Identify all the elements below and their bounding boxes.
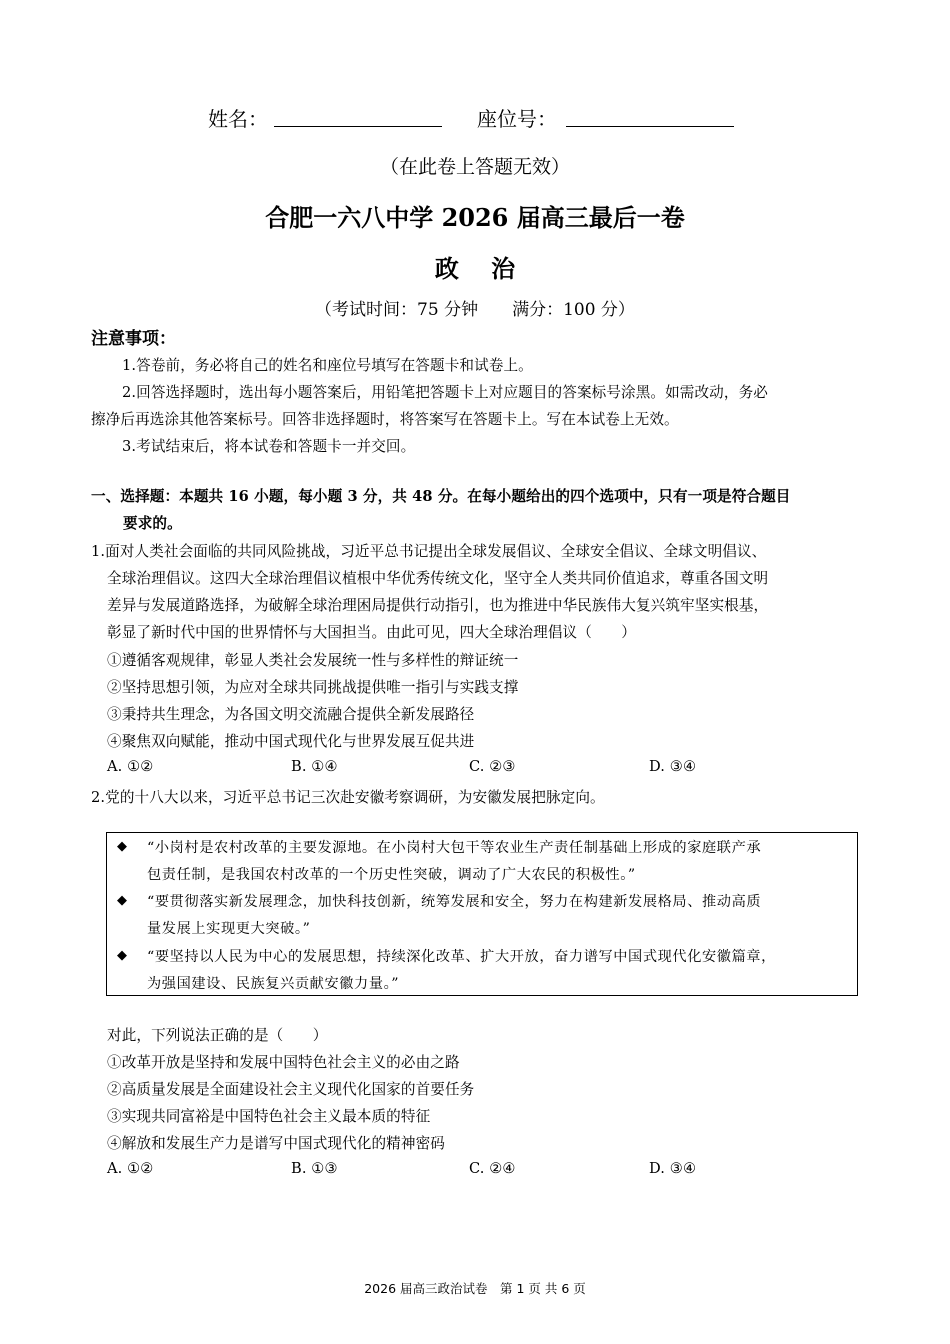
q1-statement-2: ②坚持思想引领，为应对全球共同挑战提供唯一指引与实践支撑 xyxy=(107,679,519,696)
q2-option-a[interactable]: A. ①② xyxy=(107,1160,154,1177)
name-label: 姓名： xyxy=(208,107,268,131)
q2-quote-box xyxy=(106,832,858,996)
q1-option-b[interactable]: B. ①④ xyxy=(291,758,338,775)
section-heading-line-1: 一、选择题：本题共 16 小题，每小题 3 分，共 48 分。在每小题给出的四个选项中，只有一项是符合题目 xyxy=(91,488,791,505)
q1-stem-line-1: 1.面对人类社会面临的共同风险挑战，习近平总书记提出全球发展倡议、全球安全倡议、全球文明倡议、 xyxy=(91,543,767,560)
q1-statement-3: ③秉持共生理念，为各国文明交流融合提供全新发展路径 xyxy=(107,706,475,723)
page-footer: 2026 届高三政治试卷 第 1 页 共 6 页 xyxy=(364,1281,586,1296)
section-heading-line-2: 要求的。 xyxy=(123,515,182,532)
q2-intro: 2.党的十八大以来，习近平总书记三次赴安徽考察调研，为安徽发展把脉定向。 xyxy=(91,789,605,806)
q2-statement-2: ②高质量发展是全面建设社会主义现代化国家的首要任务 xyxy=(107,1081,475,1098)
q2-quote-1-line-2: 包责任制，是我国农村改革的一个历史性突破，调动了广大农民的积极性。” xyxy=(147,867,636,883)
q2-quote-3-line-1: “要坚持以人民为中心的发展思想，持续深化改革、扩大开放，奋力谱写中国式现代化安徽篇章， xyxy=(147,949,776,965)
q2-statement-3: ③实现共同富裕是中国特色社会主义最本质的特征 xyxy=(107,1108,431,1125)
bullet-diamond-icon: ◆ xyxy=(117,893,127,908)
q1-option-a[interactable]: A. ①② xyxy=(107,758,154,775)
q2-statement-4: ④解放和发展生产力是谱写中国式现代化的精神密码 xyxy=(107,1135,445,1152)
q2-option-d[interactable]: D. ③④ xyxy=(649,1160,697,1177)
q1-stem-line-4: 彰显了新时代中国的世界情怀与大国担当。由此可见，四大全球治理倡议（ ） xyxy=(107,624,636,641)
bullet-diamond-icon: ◆ xyxy=(117,839,127,854)
invalid-note: （在此卷上答题无效） xyxy=(379,156,570,178)
q2-quote-1-line-1: “小岗村是农村改革的主要发源地。在小岗村大包干等农业生产责任制基础上形成的家庭联产承 xyxy=(147,840,762,856)
name-blank-line[interactable] xyxy=(274,126,442,127)
exam-title: 合肥一六八中学 2026 届高三最后一卷 xyxy=(265,203,685,232)
seat-blank-line[interactable] xyxy=(566,126,734,127)
note-item-3: 3.考试结束后，将本试卷和答题卡一并交回。 xyxy=(122,438,416,455)
exam-time-info: （考试时间：75 分钟 满分：100 分） xyxy=(315,300,635,320)
seat-label: 座位号： xyxy=(477,107,557,131)
note-item-2-line-1: 2.回答选择题时，选出每小题答案后，用铅笔把答题卡上对应题目的答案标号涂黑。如需改动，务必 xyxy=(122,384,768,401)
bullet-diamond-icon: ◆ xyxy=(117,948,127,963)
q2-stem: 对此，下列说法正确的是（ ） xyxy=(107,1027,328,1044)
q2-quote-3-line-2: 为强国建设、民族复兴贡献安徽力量。” xyxy=(147,976,400,992)
q2-option-b[interactable]: B. ①③ xyxy=(291,1160,338,1177)
q1-option-c[interactable]: C. ②③ xyxy=(469,758,516,775)
q2-quote-2-line-2: 量发展上实现更大突破。” xyxy=(147,921,311,937)
q2-option-c[interactable]: C. ②④ xyxy=(469,1160,516,1177)
q1-statement-4: ④聚焦双向赋能，推动中国式现代化与世界发展互促共进 xyxy=(107,733,475,750)
q1-statement-1: ①遵循客观规律，彰显人类社会发展统一性与多样性的辩证统一 xyxy=(107,652,519,669)
q2-quote-2-line-1: “要贯彻落实新发展理念，加快科技创新，统筹发展和安全，努力在构建新发展格局、推动高质 xyxy=(147,894,762,910)
q1-stem-line-2: 全球治理倡议。这四大全球治理倡议植根中华优秀传统文化，坚守全人类共同价值追求，尊重各国文明 xyxy=(107,570,769,587)
notes-heading: 注意事项： xyxy=(91,329,176,349)
note-item-1: 1.答卷前，务必将自己的姓名和座位号填写在答题卡和试卷上。 xyxy=(122,357,533,374)
q1-stem-line-3: 差异与发展道路选择，为破解全球治理困局提供行动指引，也为推进中华民族伟大复兴筑牢坚实根基， xyxy=(107,597,769,614)
q1-option-d[interactable]: D. ③④ xyxy=(649,758,697,775)
q2-statement-1: ①改革开放是坚持和发展中国特色社会主义的必由之路 xyxy=(107,1054,460,1071)
note-item-2-line-2: 擦净后再选涂其他答案标号。回答非选择题时，将答案写在答题卡上。写在本试卷上无效。 xyxy=(91,411,679,428)
subject-title: 政 治 xyxy=(434,254,516,283)
